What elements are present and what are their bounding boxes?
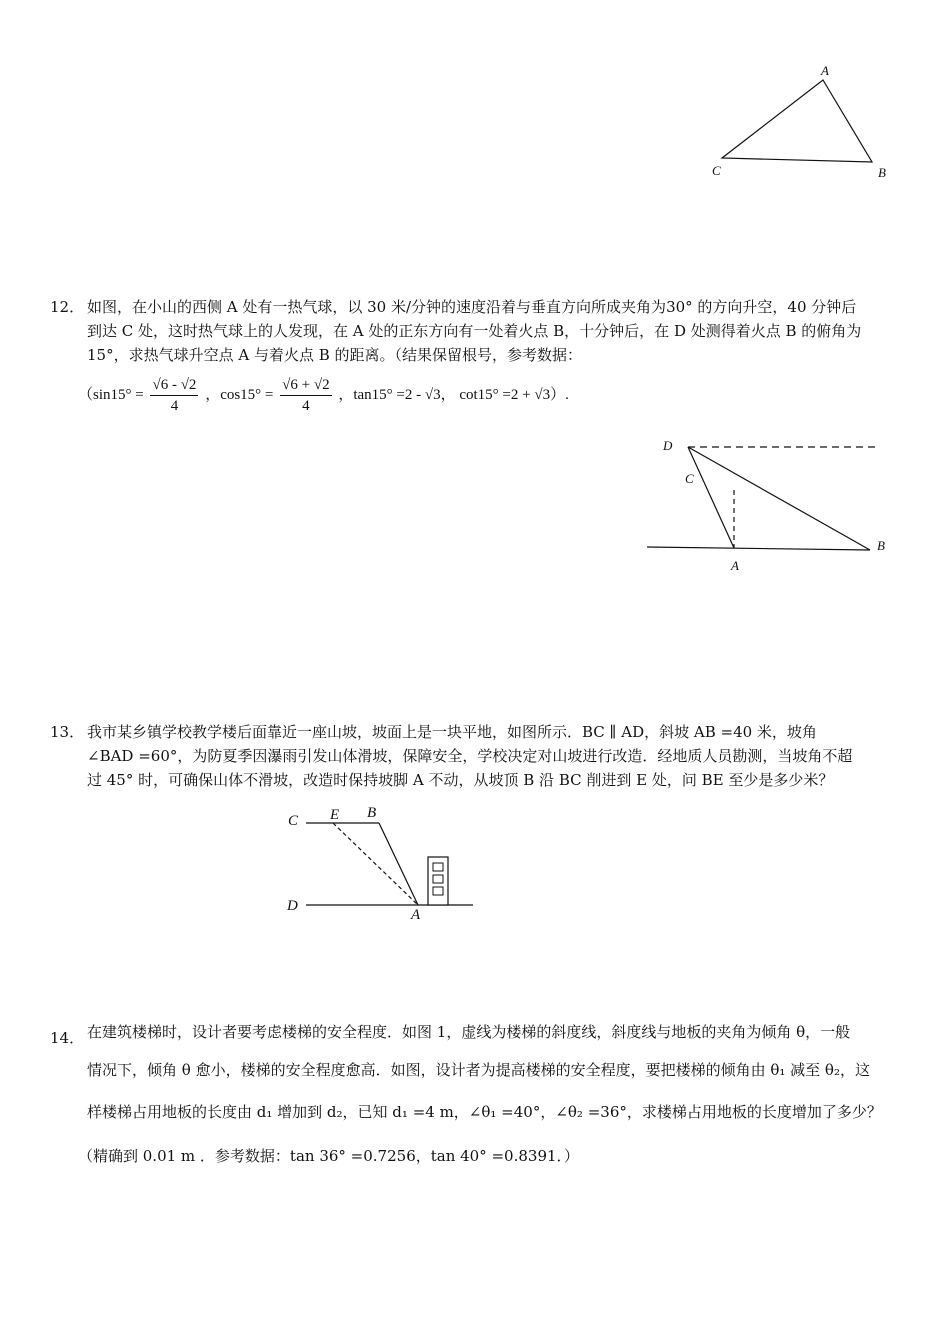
line-ad [688, 447, 734, 548]
label-b: B [878, 165, 886, 180]
balloon-figure [640, 430, 900, 580]
cos-fraction: $\frac{√6 + √2}{4}$ [282, 377, 330, 414]
cos-label: ，cos15° = [205, 386, 274, 403]
label-b: B [367, 805, 377, 821]
problem-text-line: 过 45° 时，可确保山体不滑坡，改造时保持坡脚 A 不动，从坡顶 B 沿 BC 削进到 E 处，问 BE 至少是多少米？ [87, 771, 834, 789]
problem-text-line: 情况下，倾角 θ 愈小，楼梯的安全程度愈高．如图，设计者为提高楼梯的安全程度，要把楼梯的倾角由 θ₁ 减至 θ₂，这 [87, 1061, 870, 1079]
problem-text-line: 我市某乡镇学校教学楼后面靠近一座山坡，坡面上是一块平地，如图所示．BC ∥ AD，斜坡 AB =40 米，坡角 [87, 723, 817, 741]
label-c: C [685, 471, 694, 486]
problem-text-line: 如图，在小山的西侧 A 处有一热气球，以 30 米/分钟的速度沿着与垂直方向所成夹角为30° 的方向升空，40 分钟后 [87, 298, 857, 316]
triangle-abc-figure [700, 60, 900, 190]
problem-text-line: 15°，求热气球升空点 A 与着火点 B 的距离。（结果保留根号，参考数据： [87, 346, 583, 364]
label-c: C [712, 163, 721, 178]
problem-text-line: 在建筑楼梯时，设计者要考虑楼梯的安全程度．如图 1，虚线为楼梯的斜度线，斜度线与地板的夹角为倾角 θ，一般 [87, 1023, 851, 1041]
precision-note: （精确到 0.01 m ．参考数据：tan 36° =0.7256，tan 40° =0.8391．） [78, 1147, 580, 1165]
slope-ab [379, 823, 418, 905]
label-a: A [411, 907, 421, 923]
window [433, 863, 443, 871]
problem-number: 12． [50, 298, 85, 316]
window [433, 875, 443, 883]
problem-12 [50, 295, 920, 367]
label-b: B [877, 538, 885, 553]
problem-number: 14． [50, 1029, 85, 1047]
sin-label: （sin15° = [78, 386, 144, 403]
problem-13 [50, 720, 920, 792]
slope-figure [280, 800, 490, 930]
problem-14 [50, 1020, 920, 1136]
ground-line [647, 547, 870, 550]
problem-number: 13． [50, 723, 85, 741]
label-a: A [821, 63, 829, 78]
sin-fraction: $\frac{√6 - √2}{4}$ [152, 377, 197, 414]
label-d: D [663, 438, 673, 453]
dashed-ae [333, 823, 418, 905]
label-c: C [288, 813, 299, 829]
label-e: E [330, 807, 340, 823]
problem-text-line: ∠BAD =60°，为防夏季因瀑雨引发山体滑坡，保障安全，学校决定对山坡进行改造．经地质人员勘测，当坡角不超 [87, 747, 853, 765]
triangle-abc [722, 80, 872, 162]
line-db [688, 447, 870, 550]
problem-text-line: 到达 C 处，这时热气球上的人发现，在 A 处的正东方向有一处着火点 B，十分钟后，在 D 处测得着火点 B 的俯角为 [87, 322, 862, 340]
label-a: A [731, 558, 739, 573]
tan-value: ，tan15° =2 - √3， [338, 386, 456, 403]
label-d: D [287, 898, 298, 914]
cot-value: cot15° =2 + √3）. [459, 386, 569, 403]
problem-text-line: 样楼梯占用地板的长度由 d₁ 增加到 d₂，已知 d₁ =4 m，∠θ₁ =40°，∠θ₂ =36°，求楼梯占用地板的长度增加了多少？ [87, 1103, 882, 1121]
window [433, 887, 443, 895]
reference-formulas [78, 375, 569, 416]
